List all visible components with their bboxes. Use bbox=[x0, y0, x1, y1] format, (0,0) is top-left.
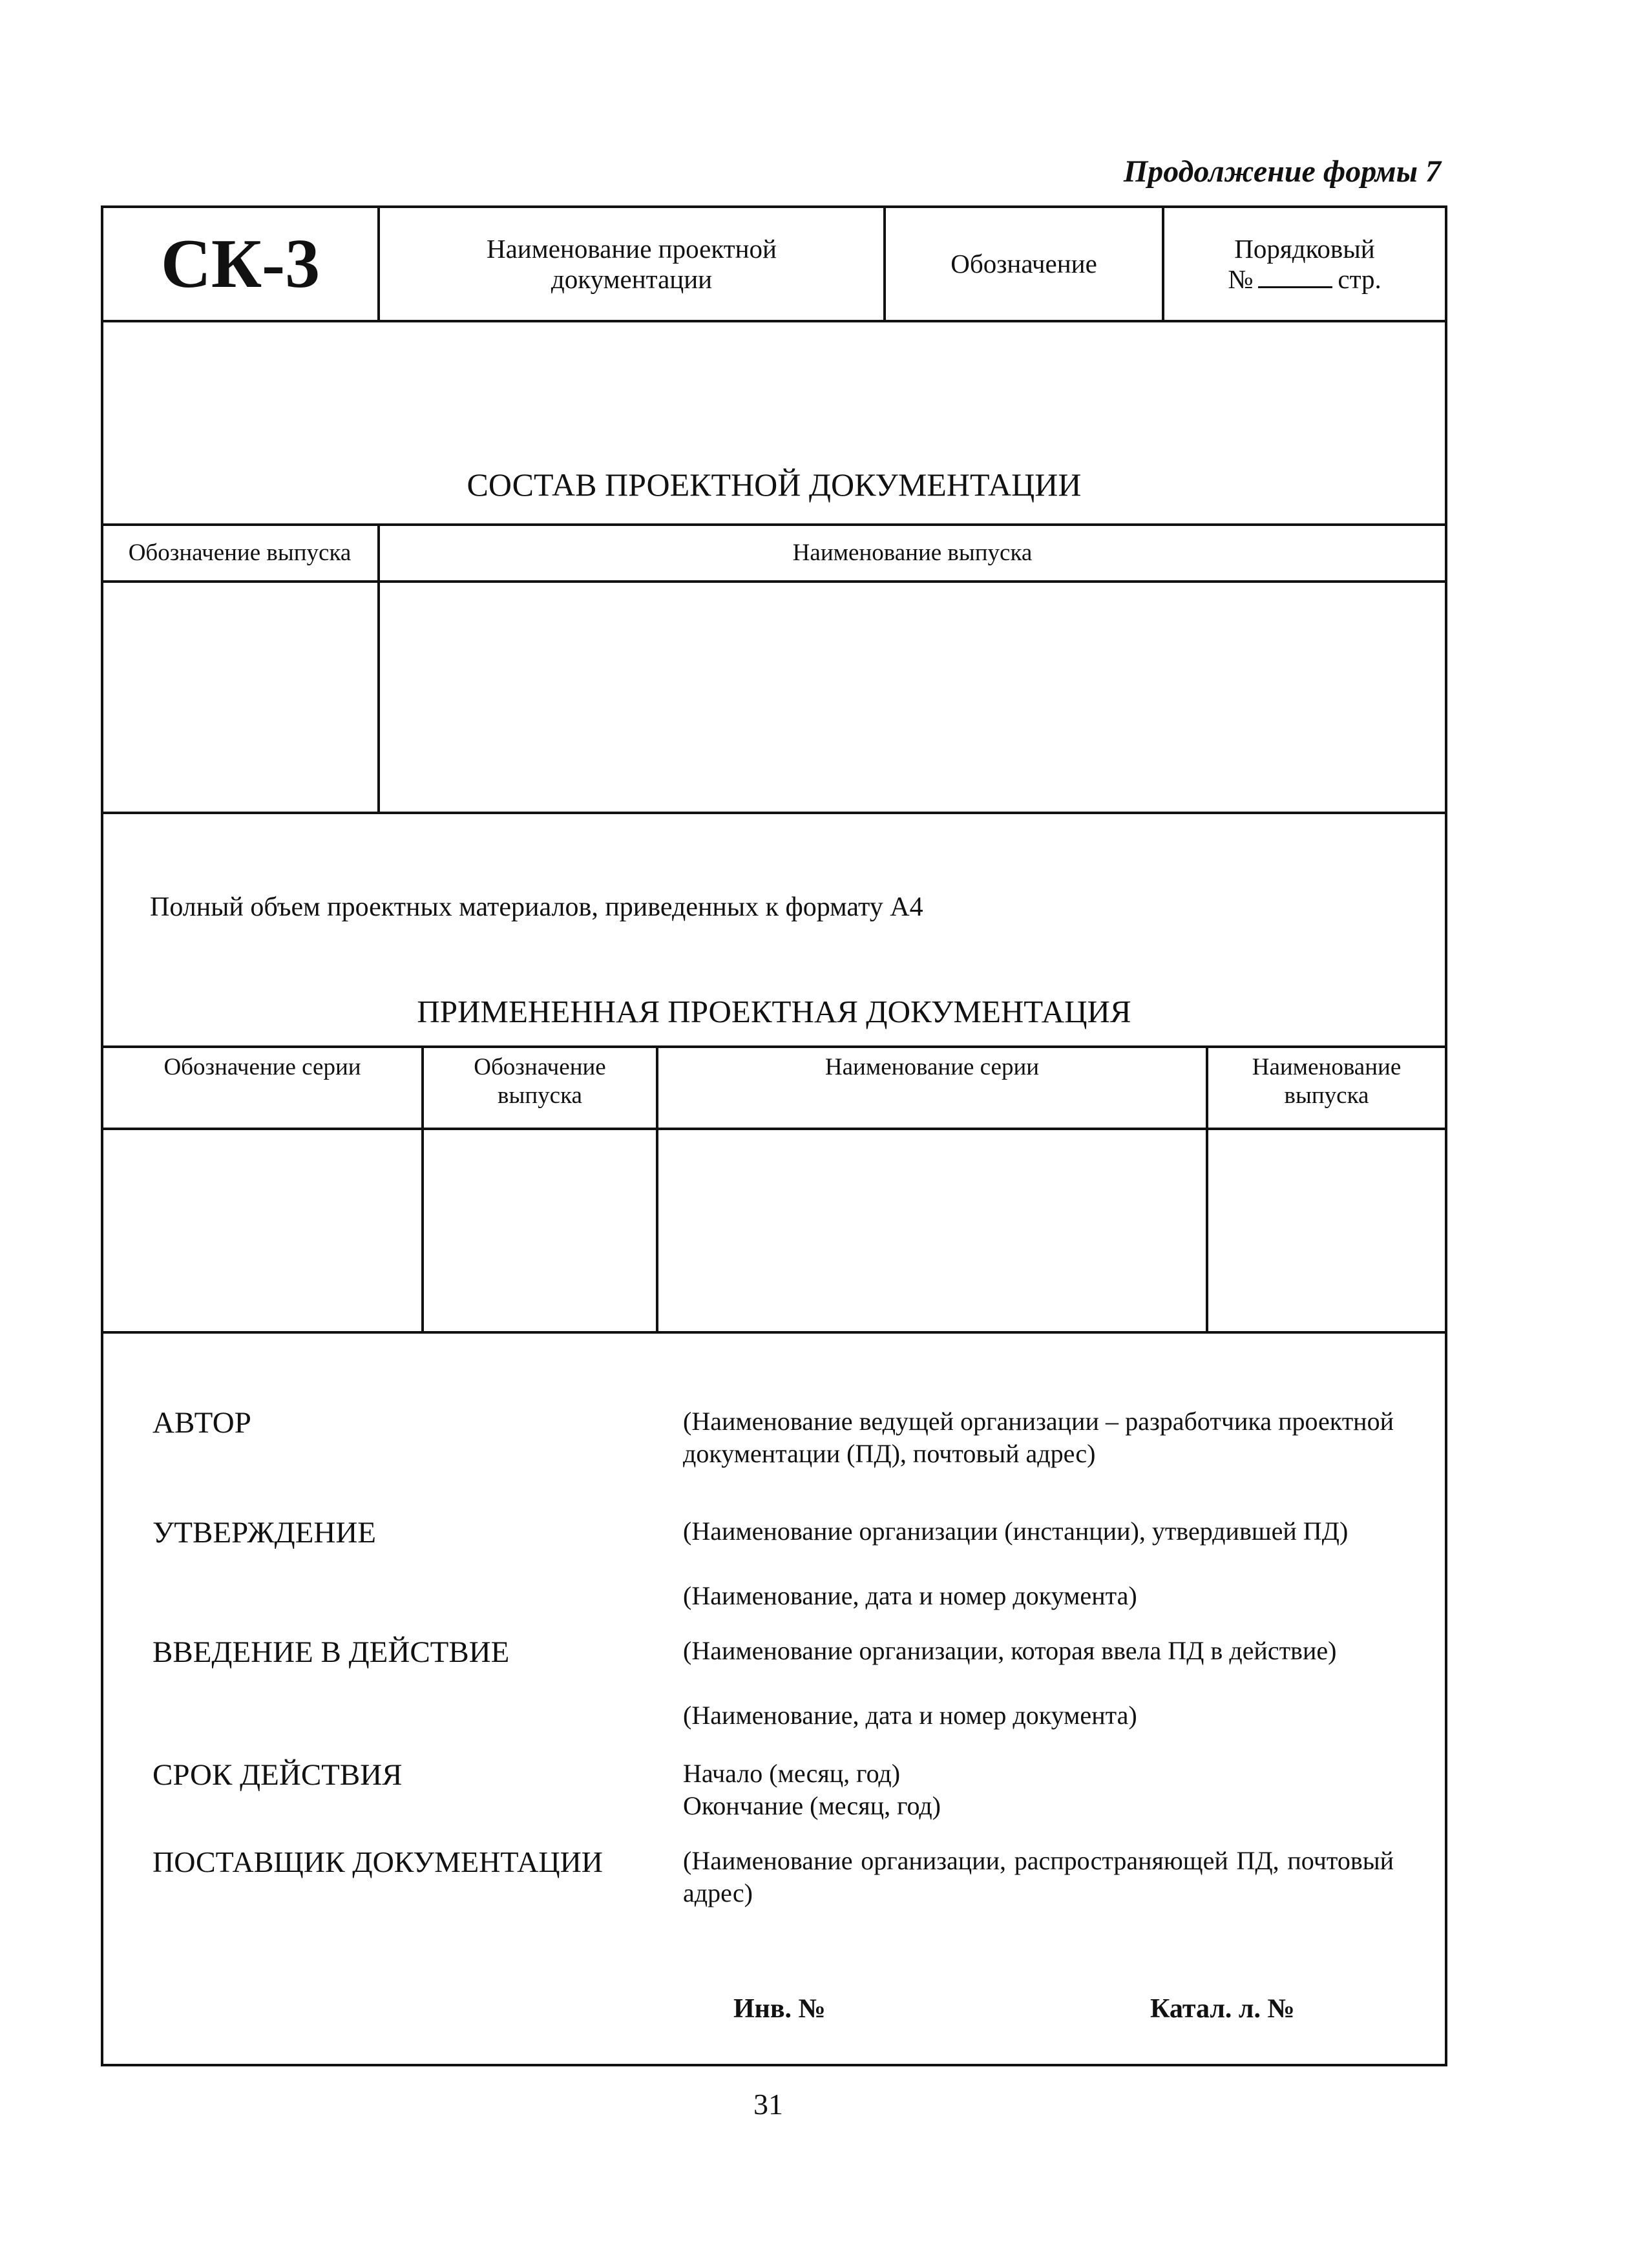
approval-document: (Наименование, дата и номер документа) bbox=[683, 1581, 1137, 1610]
col-series-designation: Обозначение серии bbox=[163, 1054, 361, 1080]
serial-page-label: стр. bbox=[1338, 264, 1381, 294]
author-label: АВТОР bbox=[152, 1406, 251, 1440]
col-applied-release-name: Наименование выпуска bbox=[1252, 1054, 1402, 1109]
designation-header: Обозначение bbox=[951, 249, 1097, 278]
enactment-description: (Наименование организации, которая ввела ПД в действие) bbox=[683, 1636, 1337, 1665]
approval-description: (Наименование организации (инстанции), утвердившей ПД) bbox=[683, 1517, 1349, 1546]
applied-title: ПРИМЕНЕННАЯ ПРОЕКТНАЯ ДОКУМЕНТАЦИЯ bbox=[417, 993, 1131, 1029]
serial-no-sign: № bbox=[1228, 264, 1254, 294]
serial-label: Порядковый bbox=[1234, 234, 1375, 264]
col-release-designation: Обозначение выпуска bbox=[128, 540, 352, 566]
validity-end: Окончание (месяц, год) bbox=[683, 1791, 941, 1820]
page-number: 31 bbox=[753, 2088, 783, 2121]
full-volume-text: Полный объем проектных материалов, приведенных к формату А4 bbox=[150, 892, 923, 922]
doc-name-header: Наименование проектной документации bbox=[487, 233, 777, 294]
serial-header bbox=[1164, 208, 1445, 320]
approval-label: УТВЕРЖДЕНИЕ bbox=[152, 1516, 377, 1549]
enactment-label: ВВЕДЕНИЕ В ДЕЙСТВИЕ bbox=[152, 1635, 510, 1669]
author-description: (Наименование ведущей организации – разработчика проектной документации (ПД), почтовый адрес) bbox=[683, 1407, 1394, 1468]
enactment-document: (Наименование, дата и номер документа) bbox=[683, 1701, 1137, 1730]
supplier-label: ПОСТАВЩИК ДОКУМЕНТАЦИИ bbox=[152, 1845, 604, 1878]
serial-number-line bbox=[1164, 264, 1445, 295]
continuation-note: Продолжение формы 7 bbox=[1123, 154, 1441, 189]
catalog-sheet-number: Катал. л. № bbox=[1150, 1994, 1295, 2024]
col-release-name: Наименование выпуска bbox=[792, 540, 1033, 566]
col-applied-release-designation: Обозначение выпуска bbox=[474, 1054, 606, 1109]
serial-blank-line bbox=[1258, 267, 1332, 288]
composition-title: СОСТАВ ПРОЕКТНОЙ ДОКУМЕНТАЦИИ bbox=[467, 467, 1082, 503]
validity-start: Начало (месяц, год) bbox=[683, 1759, 901, 1788]
inventory-number: Инв. № bbox=[733, 1994, 826, 2024]
supplier-description: (Наименование организации, распространяющей ПД, почтовый адрес) bbox=[683, 1846, 1394, 1907]
form-code: СК-3 bbox=[160, 225, 320, 302]
validity-label: СРОК ДЕЙСТВИЯ bbox=[152, 1758, 403, 1792]
col-series-name: Наименование серии bbox=[824, 1054, 1040, 1080]
